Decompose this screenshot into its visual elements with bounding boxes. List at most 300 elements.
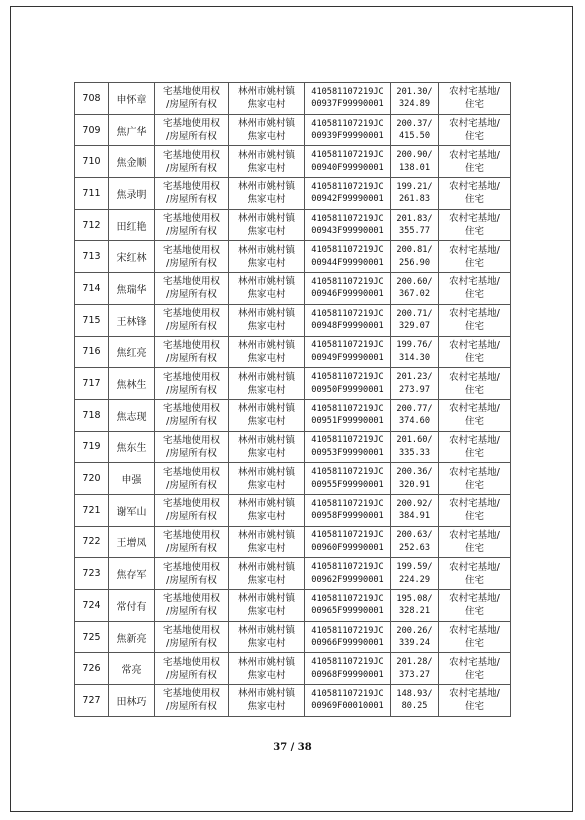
location-line: 焦家屯村 (247, 606, 286, 618)
land-use-cell (439, 494, 511, 526)
right-type-line: /房屋所有权 (166, 384, 217, 396)
right-type-line: 宅基地使用权 (162, 244, 220, 256)
land-use-line: 农村宅基地/ (449, 403, 500, 415)
row-number-cell: 711 (75, 178, 109, 210)
land-use-line: 住宅 (464, 701, 484, 713)
row-number-cell: 725 (75, 621, 109, 653)
area-cell (391, 685, 439, 717)
parcel-code-cell (305, 114, 391, 146)
area-line: 200.37/ (396, 118, 433, 129)
parcel-code-line: 410581107219JC (311, 625, 384, 636)
location-line: 林州市姚村镇 (237, 244, 295, 256)
area-cell (391, 526, 439, 558)
land-use-line: 住宅 (464, 352, 484, 364)
holder-name-cell: 焦金顺 (109, 146, 155, 178)
parcel-code-cell (305, 463, 391, 495)
parcel-code-cell (305, 653, 391, 685)
right-type-line: 宅基地使用权 (162, 625, 220, 637)
location-cell (229, 558, 305, 590)
table-row (75, 431, 511, 463)
right-type-cell (155, 146, 229, 178)
area-line: 200.92/ (396, 498, 433, 509)
land-use-line: 住宅 (464, 542, 484, 554)
area-cell (391, 621, 439, 653)
parcel-code-cell (305, 209, 391, 241)
land-use-line: 住宅 (464, 194, 484, 206)
parcel-code-line: 410581107219JC (311, 435, 384, 446)
location-line: 林州市姚村镇 (237, 181, 295, 193)
location-line: 林州市姚村镇 (237, 118, 295, 130)
table-row (75, 653, 511, 685)
holder-name-cell: 田林巧 (109, 685, 155, 717)
location-cell (229, 494, 305, 526)
area-line: 314.30 (398, 352, 431, 363)
right-type-cell (155, 241, 229, 273)
location-line: 焦家屯村 (247, 194, 286, 206)
location-line: 林州市姚村镇 (237, 466, 295, 478)
parcel-code-cell (305, 368, 391, 400)
right-type-line: /房屋所有权 (166, 542, 217, 554)
area-line: 200.63/ (396, 530, 433, 541)
land-use-line: 住宅 (464, 99, 484, 111)
parcel-code-line: 00946F99990001 (311, 289, 384, 300)
area-cell (391, 114, 439, 146)
table-row (75, 336, 511, 368)
land-use-line: 农村宅基地/ (449, 561, 500, 573)
area-line: 200.71/ (396, 308, 433, 319)
right-type-cell (155, 114, 229, 146)
parcel-code-line: 00951F99990001 (311, 416, 384, 427)
right-type-line: /房屋所有权 (166, 606, 217, 618)
parcel-code-line: 00940F99990001 (311, 162, 384, 173)
land-use-cell (439, 621, 511, 653)
right-type-line: /房屋所有权 (166, 638, 217, 650)
area-line: 324.89 (398, 99, 431, 110)
right-type-line: 宅基地使用权 (162, 434, 220, 446)
parcel-code-line: 00968F99990001 (311, 669, 384, 680)
parcel-code-cell (305, 621, 391, 653)
right-type-line: /房屋所有权 (166, 194, 217, 206)
land-use-line: 住宅 (464, 511, 484, 523)
land-use-cell (439, 431, 511, 463)
parcel-code-line: 410581107219JC (311, 530, 384, 541)
parcel-code-line: 410581107219JC (311, 467, 384, 478)
row-number-cell: 709 (75, 114, 109, 146)
land-use-line: 住宅 (464, 416, 484, 428)
area-line: 320.91 (398, 479, 431, 490)
area-cell (391, 558, 439, 590)
area-line: 273.97 (398, 384, 431, 395)
parcel-code-line: 410581107219JC (311, 118, 384, 129)
land-use-cell (439, 83, 511, 115)
area-cell (391, 368, 439, 400)
land-use-line: 住宅 (464, 669, 484, 681)
right-type-line: 宅基地使用权 (162, 308, 220, 320)
land-use-line: 住宅 (464, 384, 484, 396)
land-use-line: 农村宅基地/ (449, 656, 500, 668)
parcel-code-line: 00937F99990001 (311, 99, 384, 110)
area-line: 201.83/ (396, 213, 433, 224)
land-use-line: 住宅 (464, 226, 484, 238)
parcel-code-line: 410581107219JC (311, 403, 384, 414)
location-cell (229, 114, 305, 146)
right-type-line: /房屋所有权 (166, 479, 217, 491)
location-line: 林州市姚村镇 (237, 434, 295, 446)
parcel-code-line: 410581107219JC (311, 340, 384, 351)
area-cell (391, 83, 439, 115)
land-use-line: 农村宅基地/ (449, 86, 500, 98)
row-number-cell: 718 (75, 399, 109, 431)
area-line: 373.27 (398, 669, 431, 680)
land-use-line: 农村宅基地/ (449, 593, 500, 605)
parcel-code-line: 410581107219JC (311, 150, 384, 161)
land-use-line: 农村宅基地/ (449, 434, 500, 446)
right-type-line: 宅基地使用权 (162, 86, 220, 98)
location-line: 林州市姚村镇 (237, 371, 295, 383)
location-cell (229, 526, 305, 558)
location-cell (229, 209, 305, 241)
land-use-line: 农村宅基地/ (449, 213, 500, 225)
location-line: 林州市姚村镇 (237, 276, 295, 288)
row-number-cell: 717 (75, 368, 109, 400)
row-number-cell: 726 (75, 653, 109, 685)
location-line: 林州市姚村镇 (237, 339, 295, 351)
right-type-line: 宅基地使用权 (162, 276, 220, 288)
row-number-cell: 710 (75, 146, 109, 178)
location-line: 林州市姚村镇 (237, 625, 295, 637)
right-type-line: 宅基地使用权 (162, 593, 220, 605)
area-line: 252.63 (398, 542, 431, 553)
area-line: 261.83 (398, 194, 431, 205)
registry-table-body (75, 83, 511, 717)
location-cell (229, 83, 305, 115)
location-cell (229, 399, 305, 431)
land-use-line: 农村宅基地/ (449, 181, 500, 193)
right-type-line: 宅基地使用权 (162, 466, 220, 478)
parcel-code-line: 410581107219JC (311, 181, 384, 192)
holder-name-cell: 焦林生 (109, 368, 155, 400)
right-type-line: 宅基地使用权 (162, 498, 220, 510)
holder-name-cell: 王增凤 (109, 526, 155, 558)
right-type-line: /房屋所有权 (166, 669, 217, 681)
parcel-code-cell (305, 494, 391, 526)
right-type-line: /房屋所有权 (166, 701, 217, 713)
right-type-line: /房屋所有权 (166, 162, 217, 174)
location-line: 焦家屯村 (247, 162, 286, 174)
parcel-code-cell (305, 685, 391, 717)
location-line: 林州市姚村镇 (237, 403, 295, 415)
land-use-cell (439, 241, 511, 273)
row-number-cell: 714 (75, 273, 109, 305)
area-line: 355.77 (398, 226, 431, 237)
holder-name-cell: 田红艳 (109, 209, 155, 241)
location-line: 焦家屯村 (247, 447, 286, 459)
land-use-line: 农村宅基地/ (449, 498, 500, 510)
holder-name-cell: 焦广华 (109, 114, 155, 146)
holder-name-cell: 常付有 (109, 590, 155, 622)
right-type-line: 宅基地使用权 (162, 339, 220, 351)
location-cell (229, 653, 305, 685)
holder-name-cell: 宋红林 (109, 241, 155, 273)
table-row (75, 241, 511, 273)
location-cell (229, 368, 305, 400)
parcel-code-line: 00965F99990001 (311, 606, 384, 617)
land-use-cell (439, 146, 511, 178)
holder-name-cell: 申强 (109, 463, 155, 495)
right-type-cell (155, 431, 229, 463)
right-type-cell (155, 463, 229, 495)
area-line: 200.77/ (396, 403, 433, 414)
location-line: 林州市姚村镇 (237, 529, 295, 541)
row-number-cell: 727 (75, 685, 109, 717)
land-use-cell (439, 273, 511, 305)
registry-table (74, 82, 511, 717)
right-type-line: 宅基地使用权 (162, 403, 220, 415)
area-line: 415.50 (398, 131, 431, 142)
area-cell (391, 209, 439, 241)
right-type-line: /房屋所有权 (166, 574, 217, 586)
location-line: 焦家屯村 (247, 289, 286, 301)
parcel-code-cell (305, 590, 391, 622)
holder-name-cell: 焦新亮 (109, 621, 155, 653)
location-line: 林州市姚村镇 (237, 308, 295, 320)
holder-name-cell: 焦东生 (109, 431, 155, 463)
land-use-cell (439, 178, 511, 210)
location-line: 焦家屯村 (247, 574, 286, 586)
holder-name-cell: 谢军山 (109, 494, 155, 526)
parcel-code-cell (305, 146, 391, 178)
row-number-cell: 712 (75, 209, 109, 241)
land-use-cell (439, 463, 511, 495)
parcel-code-cell (305, 83, 391, 115)
location-cell (229, 431, 305, 463)
area-line: 200.36/ (396, 467, 433, 478)
parcel-code-line: 00942F99990001 (311, 194, 384, 205)
right-type-cell (155, 558, 229, 590)
location-line: 林州市姚村镇 (237, 498, 295, 510)
right-type-cell (155, 399, 229, 431)
parcel-code-line: 00949F99990001 (311, 352, 384, 363)
land-use-line: 住宅 (464, 447, 484, 459)
area-line: 200.90/ (396, 150, 433, 161)
land-use-cell (439, 526, 511, 558)
table-row (75, 83, 511, 115)
right-type-cell (155, 83, 229, 115)
right-type-line: /房屋所有权 (166, 416, 217, 428)
land-use-line: 住宅 (464, 574, 484, 586)
area-line: 199.76/ (396, 340, 433, 351)
location-cell (229, 463, 305, 495)
page-number: 37 / 38 (273, 742, 312, 753)
parcel-code-line: 410581107219JC (311, 562, 384, 573)
right-type-line: 宅基地使用权 (162, 656, 220, 668)
area-line: 384.91 (398, 511, 431, 522)
right-type-cell (155, 178, 229, 210)
right-type-cell (155, 304, 229, 336)
parcel-code-line: 00962F99990001 (311, 574, 384, 585)
right-type-line: /房屋所有权 (166, 447, 217, 459)
location-cell (229, 336, 305, 368)
right-type-line: 宅基地使用权 (162, 561, 220, 573)
location-line: 焦家屯村 (247, 479, 286, 491)
parcel-code-cell (305, 336, 391, 368)
parcel-code-line: 00960F99990001 (311, 542, 384, 553)
parcel-code-cell (305, 241, 391, 273)
row-number-cell: 721 (75, 494, 109, 526)
table-row (75, 304, 511, 336)
location-line: 焦家屯村 (247, 131, 286, 143)
right-type-line: /房屋所有权 (166, 352, 217, 364)
land-use-cell (439, 685, 511, 717)
parcel-code-line: 410581107219JC (311, 593, 384, 604)
land-use-line: 农村宅基地/ (449, 688, 500, 700)
land-use-cell (439, 304, 511, 336)
land-use-line: 住宅 (464, 606, 484, 618)
location-line: 林州市姚村镇 (237, 561, 295, 573)
land-use-line: 住宅 (464, 289, 484, 301)
area-line: 256.90 (398, 257, 431, 268)
area-cell (391, 241, 439, 273)
holder-name-cell: 焦存军 (109, 558, 155, 590)
location-cell (229, 273, 305, 305)
land-use-cell (439, 114, 511, 146)
right-type-line: /房屋所有权 (166, 99, 217, 111)
land-use-line: 住宅 (464, 638, 484, 650)
area-cell (391, 146, 439, 178)
holder-name-cell: 焦红亮 (109, 336, 155, 368)
parcel-code-line: 410581107219JC (311, 308, 384, 319)
location-line: 焦家屯村 (247, 416, 286, 428)
right-type-line: /房屋所有权 (166, 131, 217, 143)
parcel-code-line: 410581107219JC (311, 657, 384, 668)
row-number-cell: 722 (75, 526, 109, 558)
area-line: 335.33 (398, 447, 431, 458)
location-line: 林州市姚村镇 (237, 86, 295, 98)
location-cell (229, 621, 305, 653)
land-use-line: 农村宅基地/ (449, 276, 500, 288)
location-line: 焦家屯村 (247, 638, 286, 650)
parcel-code-line: 00969F00010001 (311, 701, 384, 712)
parcel-code-line: 410581107219JC (311, 688, 384, 699)
area-cell (391, 463, 439, 495)
location-cell (229, 304, 305, 336)
parcel-code-cell (305, 304, 391, 336)
table-row (75, 114, 511, 146)
holder-name-cell: 焦志现 (109, 399, 155, 431)
area-line: 80.25 (401, 701, 428, 712)
parcel-code-cell (305, 399, 391, 431)
holder-name-cell: 焦录明 (109, 178, 155, 210)
right-type-line: 宅基地使用权 (162, 688, 220, 700)
land-use-line: 农村宅基地/ (449, 244, 500, 256)
row-number-cell: 716 (75, 336, 109, 368)
table-row (75, 399, 511, 431)
area-line: 339.24 (398, 638, 431, 649)
land-use-line: 农村宅基地/ (449, 625, 500, 637)
parcel-code-cell (305, 431, 391, 463)
land-use-line: 住宅 (464, 479, 484, 491)
area-cell (391, 590, 439, 622)
right-type-line: /房屋所有权 (166, 511, 217, 523)
table-row (75, 685, 511, 717)
right-type-cell (155, 209, 229, 241)
location-cell (229, 685, 305, 717)
area-line: 329.07 (398, 321, 431, 332)
row-number-cell: 713 (75, 241, 109, 273)
location-line: 焦家屯村 (247, 384, 286, 396)
area-cell (391, 431, 439, 463)
table-row (75, 621, 511, 653)
land-use-cell (439, 336, 511, 368)
right-type-cell (155, 526, 229, 558)
table-row (75, 494, 511, 526)
location-line: 焦家屯村 (247, 669, 286, 681)
parcel-code-line: 00966F99990001 (311, 638, 384, 649)
location-line: 焦家屯村 (247, 542, 286, 554)
right-type-line: 宅基地使用权 (162, 181, 220, 193)
right-type-cell (155, 590, 229, 622)
location-line: 焦家屯村 (247, 352, 286, 364)
area-line: 328.21 (398, 606, 431, 617)
area-line: 199.21/ (396, 181, 433, 192)
land-use-line: 住宅 (464, 162, 484, 174)
right-type-line: 宅基地使用权 (162, 371, 220, 383)
table-row (75, 526, 511, 558)
holder-name-cell: 申怀章 (109, 83, 155, 115)
land-use-cell (439, 653, 511, 685)
area-line: 199.59/ (396, 562, 433, 573)
right-type-cell (155, 273, 229, 305)
location-line: 林州市姚村镇 (237, 688, 295, 700)
parcel-code-line: 00955F99990001 (311, 479, 384, 490)
table-row (75, 590, 511, 622)
area-line: 195.08/ (396, 593, 433, 604)
location-line: 焦家屯村 (247, 99, 286, 111)
location-cell (229, 241, 305, 273)
parcel-code-line: 410581107219JC (311, 213, 384, 224)
location-line: 焦家屯村 (247, 257, 286, 269)
land-use-cell (439, 368, 511, 400)
right-type-cell (155, 494, 229, 526)
table-row (75, 146, 511, 178)
land-use-line: 农村宅基地/ (449, 371, 500, 383)
right-type-line: /房屋所有权 (166, 226, 217, 238)
right-type-cell (155, 368, 229, 400)
parcel-code-line: 00943F99990001 (311, 226, 384, 237)
area-line: 200.81/ (396, 245, 433, 256)
location-cell (229, 590, 305, 622)
parcel-code-line: 00958F99990001 (311, 511, 384, 522)
right-type-cell (155, 621, 229, 653)
location-line: 林州市姚村镇 (237, 593, 295, 605)
location-line: 林州市姚村镇 (237, 213, 295, 225)
area-cell (391, 399, 439, 431)
row-number-cell: 708 (75, 83, 109, 115)
land-use-cell (439, 399, 511, 431)
holder-name-cell: 王林锋 (109, 304, 155, 336)
area-line: 201.28/ (396, 657, 433, 668)
land-use-line: 农村宅基地/ (449, 308, 500, 320)
table-row (75, 209, 511, 241)
land-use-cell (439, 558, 511, 590)
table-row (75, 273, 511, 305)
parcel-code-line: 00948F99990001 (311, 321, 384, 332)
land-use-line: 农村宅基地/ (449, 529, 500, 541)
location-cell (229, 146, 305, 178)
right-type-line: /房屋所有权 (166, 257, 217, 269)
right-type-cell (155, 685, 229, 717)
land-use-line: 住宅 (464, 131, 484, 143)
